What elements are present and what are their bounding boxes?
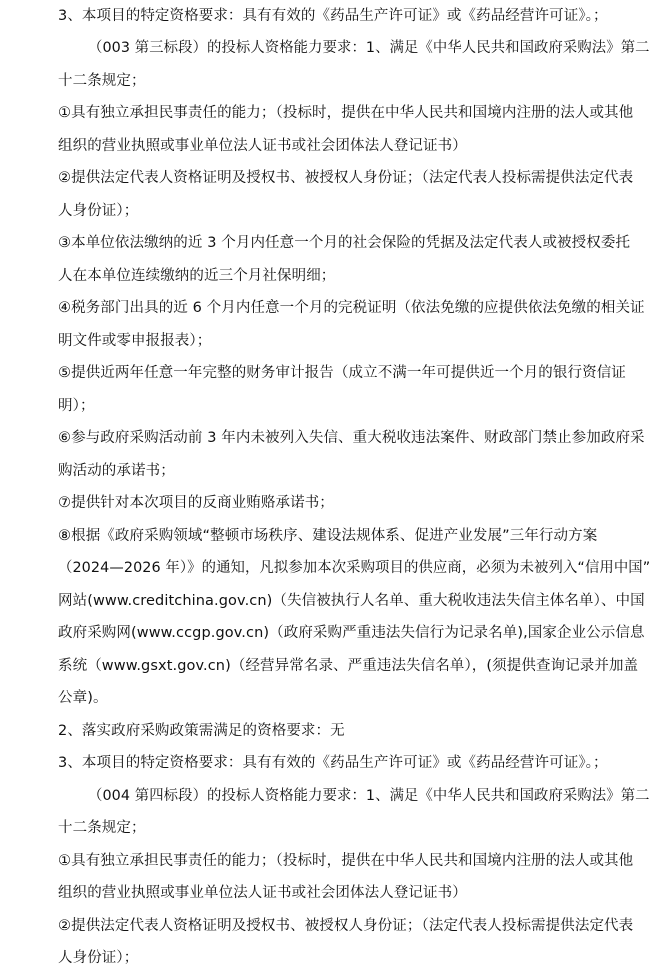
text-line: 十二条规定； xyxy=(58,73,146,89)
text-line: ②提供法定代表人资格证明及授权书、被授权人身份证；（法定代表人投标需提供法定代表 xyxy=(58,918,634,934)
text-line: ①具有独立承担民事责任的能力；（投标时，提供在中华人民共和国境内注册的法人或其他 xyxy=(58,105,634,121)
text-line: 3、本项目的特定资格要求：具有有效的《药品生产许可证》或《药品经营许可证》。； xyxy=(58,755,608,771)
text-line: 系统（www.gsxt.gov.cn)（经营异常名录、严重违法失信名单），(须提供查询记录并加盖 xyxy=(58,658,639,674)
text-line: ③本单位依法缴纳的近 3 个月内任意一个月的社会保险的凭据及法定代表人或被授权委托 xyxy=(58,235,631,251)
text-line: 人身份证）； xyxy=(58,950,139,966)
text-line: 人身份证）； xyxy=(58,203,139,219)
text-line: 组织的营业执照或事业单位法人证书或社会团体法人登记证书） xyxy=(58,885,467,901)
text-line: 3、本项目的特定资格要求：具有有效的《药品生产许可证》或《药品经营许可证》。； xyxy=(58,8,608,24)
text-line: （004 第四标段）的投标人资格能力要求：1、满足《中华人民共和国政府采购法》第二 xyxy=(88,788,650,804)
text-line: 购活动的承诺书； xyxy=(58,463,175,479)
text-line: 政府采购网(www.ccgp.gov.cn)（政府采购严重违法失信行为记录名单),国家企业公示信息 xyxy=(58,625,645,641)
text-line: ②提供法定代表人资格证明及授权书、被授权人身份证；（法定代表人投标需提供法定代表 xyxy=(58,170,634,186)
text-line: 公章)。 xyxy=(58,690,108,706)
text-line: ①具有独立承担民事责任的能力；（投标时，提供在中华人民共和国境内注册的法人或其他 xyxy=(58,853,634,869)
text-line: 2、落实政府采购政策需满足的资格要求：无 xyxy=(58,723,345,739)
text-line: 网站(www.creditchina.gov.cn)（失信被执行人名单、重大税收违法失信主体名单）、中国 xyxy=(58,593,645,609)
text-line: 十二条规定； xyxy=(58,820,146,836)
text-line: 组织的营业执照或事业单位法人证书或社会团体法人登记证书） xyxy=(58,138,467,154)
text-line: （2024—2026 年）》的通知，凡拟参加本次采购项目的供应商，必须为未被列入“信用中国” xyxy=(58,560,651,576)
text-line: ⑦提供针对本次项目的反商业贿赂承诺书； xyxy=(58,495,334,511)
text-line: ④税务部门出具的近 6 个月内任意一个月的完税证明（依法免缴的应提供依法免缴的相关证 xyxy=(58,300,645,316)
text-line: 明）； xyxy=(58,398,95,414)
text-line: 明文件或零申报报表）； xyxy=(58,333,212,349)
text-line: （003 第三标段）的投标人资格能力要求：1、满足《中华人民共和国政府采购法》第二 xyxy=(88,40,650,56)
text-line: ⑥参与政府采购活动前 3 年内未被列入失信、重大税收违法案件、财政部门禁止参加政府采 xyxy=(58,430,645,446)
text-line: ⑧根据《政府采购领域“整顿市场秩序、建设法规体系、促进产业发展”三年行动方案 xyxy=(58,528,598,544)
text-line: ⑤提供近两年任意一年完整的财务审计报告（成立不满一年可提供近一个月的银行资信证 xyxy=(58,365,626,381)
text-line: 人在本单位连续缴纳的近三个月社保明细； xyxy=(58,268,336,284)
